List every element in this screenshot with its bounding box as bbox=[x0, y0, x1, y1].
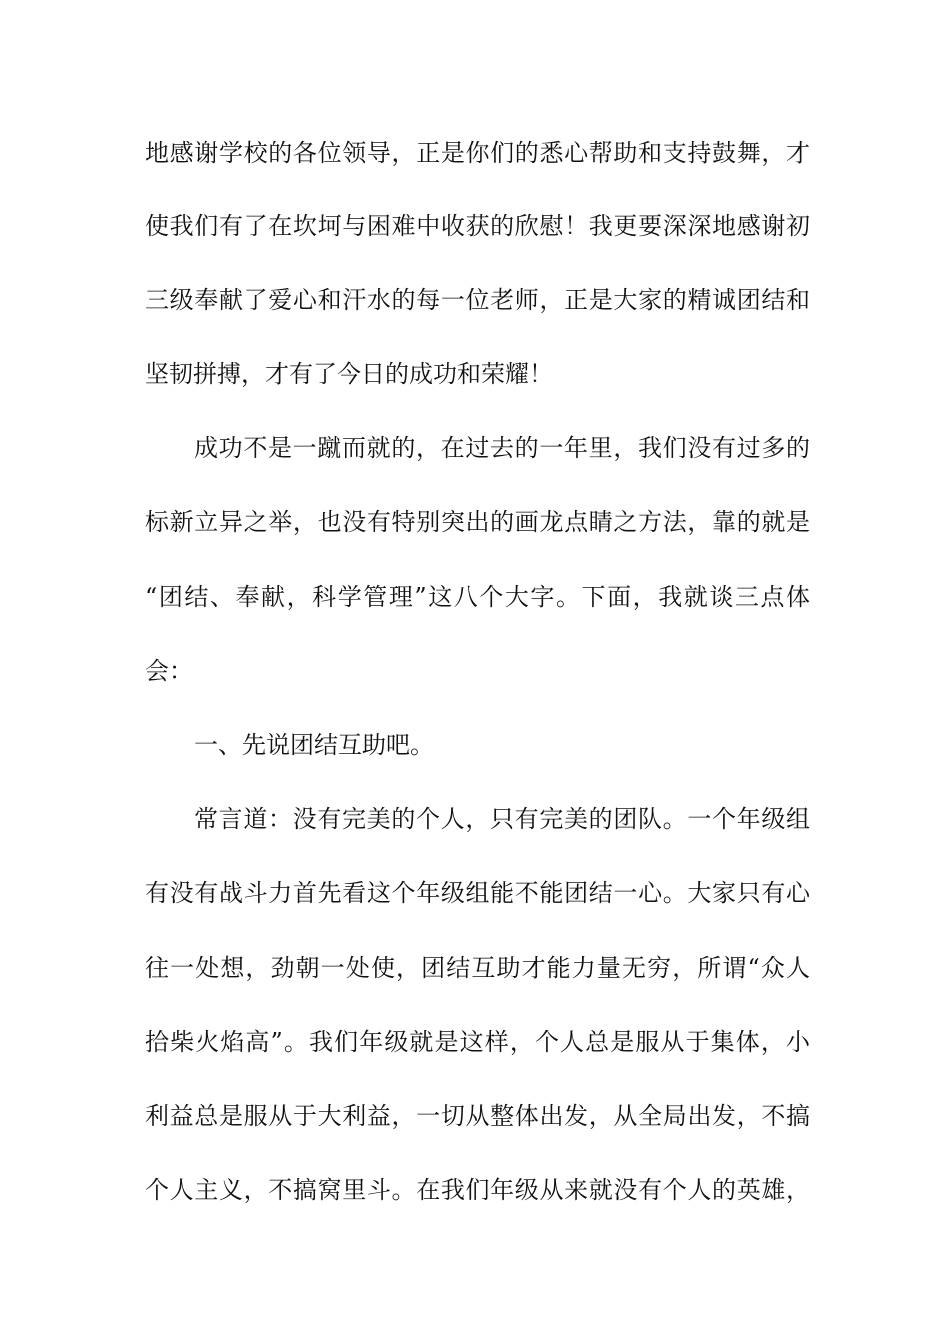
text-line: 三级奉献了爱心和汗水的每一位老师，正是大家的精诚团结和 bbox=[145, 286, 810, 314]
text-line: 坚韧拼搏，才有了今日的成功和荣耀！ bbox=[145, 360, 553, 388]
text-line: 有没有战斗力首先看这个年级组能不能团结一心。大家只有心 bbox=[145, 879, 810, 907]
text-line: “团结、奉献，科学管理”这八个大字。下面，我就谈三点体 bbox=[145, 583, 810, 611]
text-line: 个人主义，不搞窝里斗。在我们年级从来就没有个人的英雄， bbox=[145, 1176, 810, 1204]
text-line: 往一处想，劲朝一处使，团结互助才能力量无穷，所谓“众人 bbox=[145, 954, 810, 982]
text-line: 地感谢学校的各位领导，正是你们的悉心帮助和支持鼓舞，才 bbox=[145, 139, 810, 167]
text-line: 标新立异之举，也没有特别突出的画龙点睛之方法，靠的就是 bbox=[145, 508, 810, 536]
text-line: 使我们有了在坎坷与困难中收获的欣慰！我更要深深地感谢初 bbox=[145, 212, 810, 240]
text-line: 成功不是一蹴而就的，在过去的一年里，我们没有过多的 bbox=[194, 434, 810, 462]
text-line: 会： bbox=[145, 657, 193, 685]
text-line: 拾柴火焰高”。我们年级就是这样，个人总是服从于集体，小 bbox=[145, 1028, 810, 1056]
section-heading: 一、先说团结互助吧。 bbox=[194, 731, 434, 759]
text-line: 常言道：没有完美的个人，只有完美的团队。一个年级组 bbox=[194, 805, 810, 833]
text-line: 利益总是服从于大利益，一切从整体出发，从全局出发，不搞 bbox=[145, 1102, 810, 1130]
